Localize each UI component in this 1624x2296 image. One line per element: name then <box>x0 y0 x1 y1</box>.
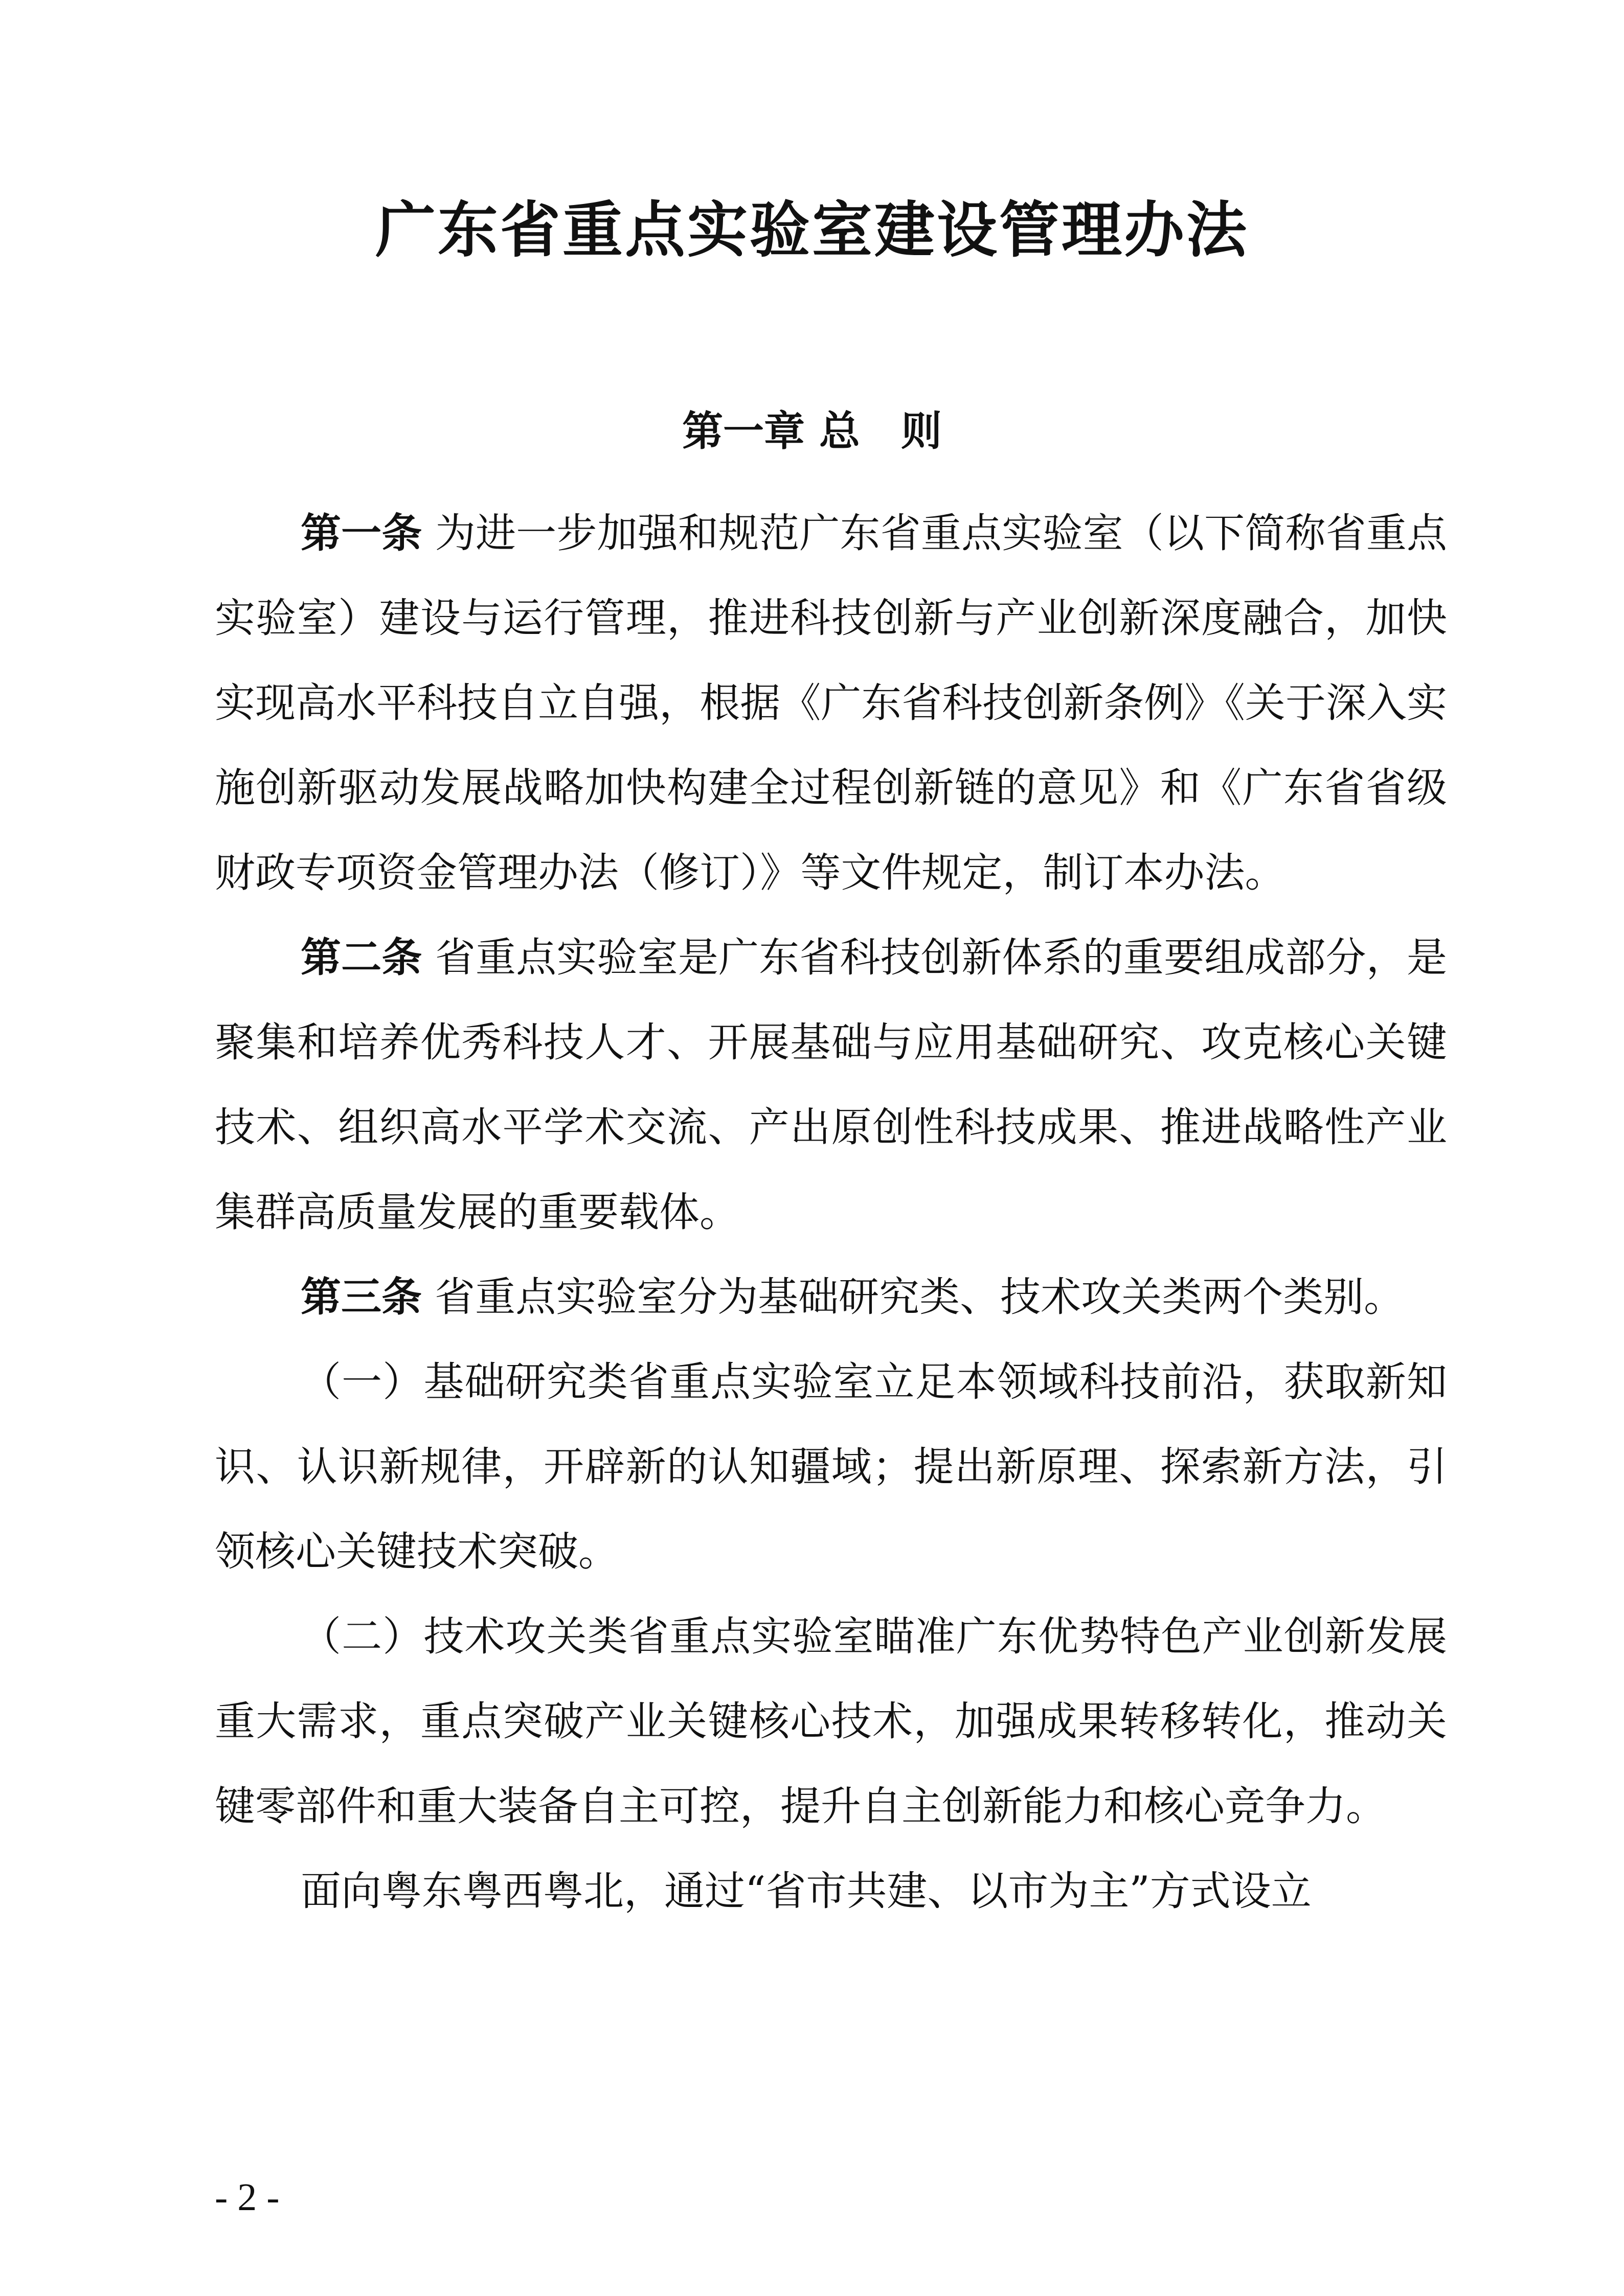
article-2-text: 省重点实验室是广东省科技创新体系的重要组成部分，是聚集和培养优秀科技人才、开展基础与应用基础研究、攻克核心关键技术、组织高水平学术交流、产出原创性科技成果、推进战略性产业集群高质量发展的重要载体。 <box>215 934 1447 1236</box>
article-2-paragraph <box>215 915 1447 1255</box>
article-3-item-2: （二）技术攻关类省重点实验室瞄准广东优势特色产业创新发展重大需求，重点突破产业关键核心技术，加强成果转移转化，推动关键零部件和重大装备自主可控，提升自主创新能力和核心竞争力。 <box>215 1613 1447 1830</box>
article-3-paragraph <box>215 1255 1447 1339</box>
chapter-title: 第一章 总 则 <box>682 407 942 455</box>
document-body <box>215 491 1447 1934</box>
article-3-continuation-paragraph: 面向粤东粤西粤北，通过“省市共建、以市为主”方式设立 <box>301 1868 1312 1915</box>
article-2-label: 第二条 <box>301 934 422 981</box>
article-1-label: 第一条 <box>301 509 422 557</box>
article-3-text: 省重点实验室分为基础研究类、技术攻关类两个类别。 <box>422 1274 1405 1321</box>
article-3-item-1: （一）基础研究类省重点实验室立足本领域科技前沿，获取新知识、认识新规律，开辟新的认知疆域；提出新原理、探索新方法，引领核心关键技术突破。 <box>215 1358 1447 1575</box>
article-3-label: 第三条 <box>301 1273 422 1321</box>
article-1-text: 为进一步加强和规范广东省重点实验室（以下简称省重点实验室）建设与运行管理，推进科技创新与产业创新深度融合，加快实现高水平科技自立自强，根据《广东省科技创新条例》《关于深入实施创新驱动发展战略加快构建全过程创新链的意见》和《广东省省级财政专项资金管理办法（修订）》等文件规定，制订本办法。 <box>215 510 1447 896</box>
document-title: 广东省重点实验室建设管理办法 <box>375 194 1249 265</box>
page-number: - 2 - <box>215 2176 280 2219</box>
article-1-paragraph <box>215 491 1447 915</box>
